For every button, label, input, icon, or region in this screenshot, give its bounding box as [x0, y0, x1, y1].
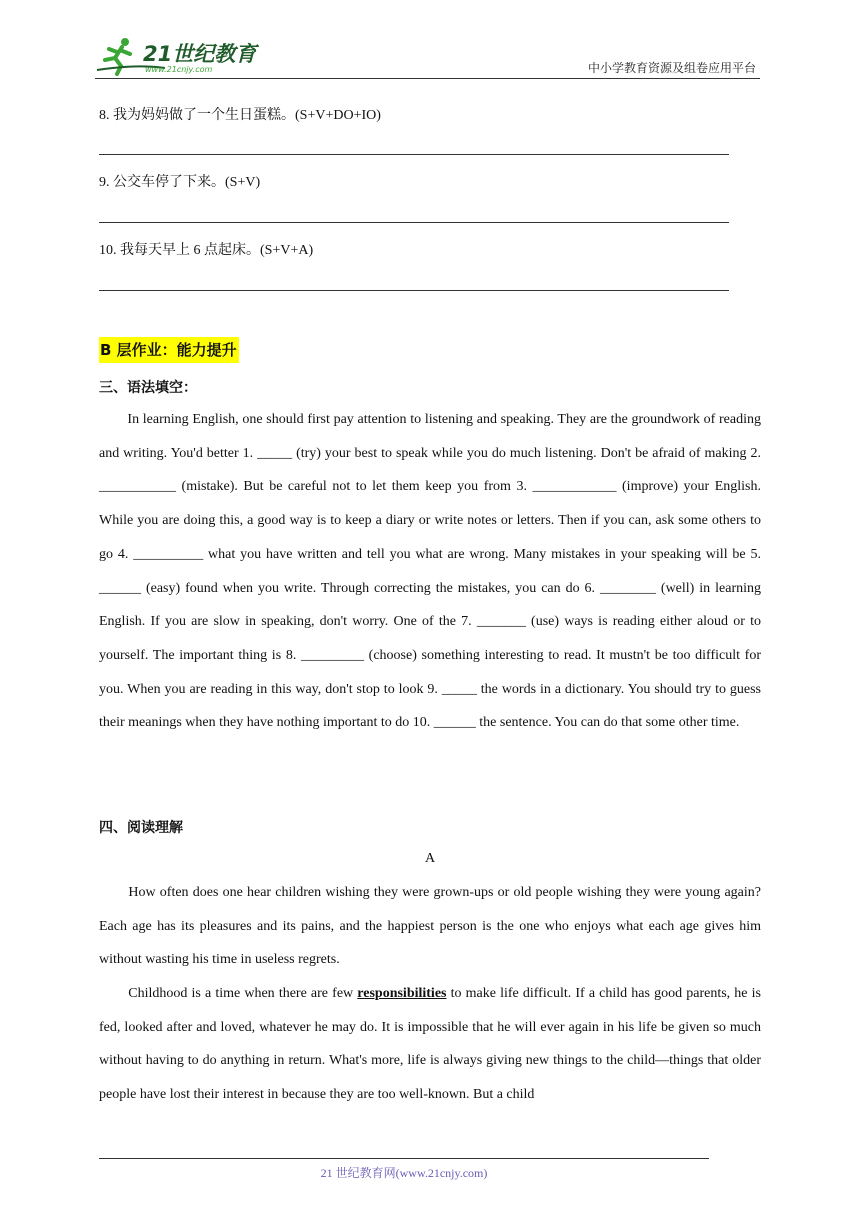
answer-line-10 [99, 290, 729, 291]
question-10: 10. 我每天早上 6 点起床。(S+V+A) [99, 243, 314, 258]
site-logo [95, 34, 265, 76]
answer-line-9 [99, 222, 729, 223]
reading-paragraph-1: How often does one hear children wishing they were grown-ups or old people wishing they were young again? Each age has its pleasures and its pains, and the happiest person is the one who enjoys what each age gives him without wasting his time in useless regrets. [99, 885, 761, 968]
part3-heading: 三、语法填空： [99, 380, 197, 396]
platform-name: 中小学教育资源及组卷应用平台 [587, 61, 756, 75]
part4-heading: 四、阅读理解 [99, 820, 183, 836]
reading-paragraph-2 [99, 977, 761, 1112]
passage-letter: A [424, 851, 436, 866]
question-9: 9. 公交车停了下来。(S+V) [99, 175, 261, 190]
page-header [95, 34, 760, 79]
question-8: 8. 我为妈妈做了一个生日蛋糕。(S+V+DO+IO) [99, 108, 381, 123]
footer-site: 21 世纪教育网(www.21cnjy.com) [320, 1166, 488, 1180]
keyword-responsibilities: responsibilities [357, 986, 447, 1001]
paragraph-2-start: Childhood is a time when there are few [99, 986, 358, 1001]
paragraph-2-rest: to make life difficult. If a child has good parents, he is fed, looked after and loved, whatever he may do. It is impossible that he will ever again in his life be given so much without having to do anything in return. What's more, life is always giving new things to the child—things that older people have lost their interest in because they are too well-known. But a child [99, 986, 761, 1103]
section-b-label: B 层作业：能力提升 [99, 337, 239, 363]
cloze-passage: In learning English, one should first pay attention to listening and speaking. They are the groundwork of reading and writing. You'd better 1. _____ (try) your best to speak while you do much listening. Don't be afraid of making 2. ___________ (mistake). But be careful not to let them keep you from 3. ____________ (improve) your English. While you are doing this, a good way is to keep a diary or write notes or letters. Then if you can, ask some others to go 4. __________ what you have written and tell you what are wrong. Many mistakes in your speaking will be 5. ______ (easy) found when you write. Through correcting the mistakes, you can do 6. ________ (well) in learning English. If you are slow in speaking, don't worry. One of the 7. _______ (use) ways is reading either aloud or to yourself. The important thing is 8. _________ (choose) something interesting to read. It mustn't be too difficult for you. When you are reading in this way, don't stop to look 9. _____ the words in a dictionary. You should try to guess their meanings when they have nothing important to do 10. ______ the sentence. You can do that some other time. [99, 412, 761, 731]
footer-divider [99, 1158, 709, 1159]
svg-text:21世纪教育: 21世纪教育 [143, 42, 257, 66]
svg-text:www.21cnjy.com: www.21cnjy.com [145, 65, 213, 74]
answer-line-8 [99, 154, 729, 155]
